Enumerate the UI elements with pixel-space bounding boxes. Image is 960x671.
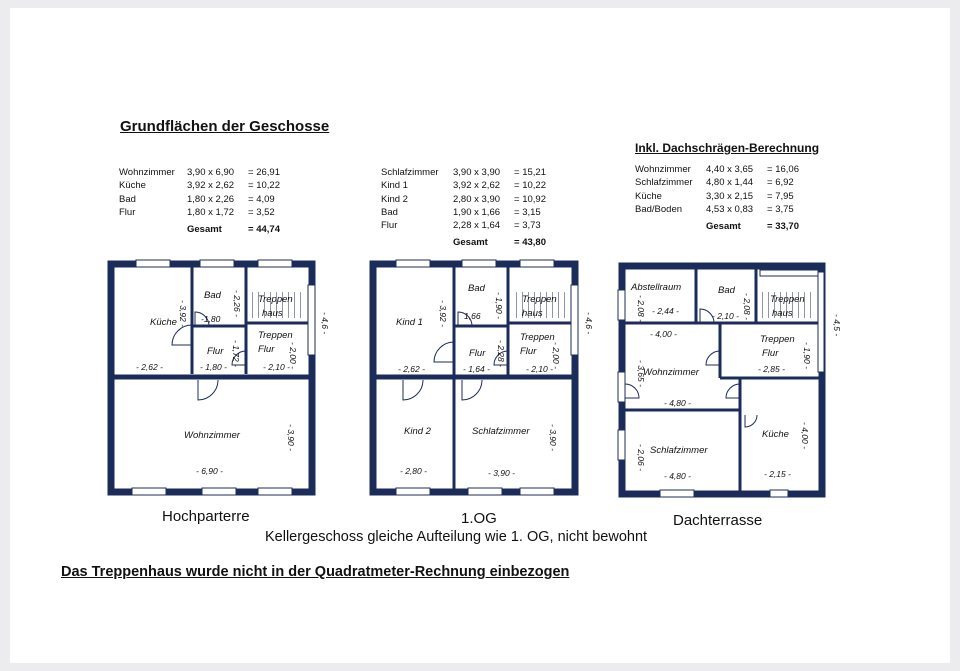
room-label: haus bbox=[262, 308, 283, 319]
dimension-label: - 2,00 - bbox=[288, 342, 298, 369]
dimension-label: - 4,80 - bbox=[664, 471, 691, 481]
table-row: Schlafzimmer 3,90 x 3,90 = 15,21 bbox=[381, 167, 546, 178]
room-label: Treppen bbox=[258, 294, 293, 305]
room-label: Bad bbox=[204, 290, 221, 301]
caption-dachterrasse: Dachterrasse bbox=[673, 512, 763, 529]
page-title: Grundflächen der Geschosse bbox=[120, 118, 330, 135]
dimension-label: - 2,08 - bbox=[636, 295, 646, 322]
room-label: Wohnzimmer bbox=[184, 430, 240, 441]
table-row: Schlafzimmer 4,80 x 1,44 = 6,92 bbox=[635, 177, 794, 189]
dimension-label: - 4,00 - bbox=[800, 422, 810, 449]
room-label: Treppen bbox=[770, 294, 805, 305]
room-label: Kind 1 bbox=[396, 317, 423, 328]
dimension-label: - 2,44 - bbox=[652, 306, 679, 316]
dimension-label: - 1,90 - bbox=[494, 292, 504, 319]
room-label: Treppen bbox=[522, 294, 557, 305]
caption-1og: 1.OG bbox=[461, 510, 497, 527]
dimension-label: - 3,90 - bbox=[548, 424, 558, 451]
room-label: Treppen bbox=[760, 334, 795, 345]
table-row: Kind 2 2,80 x 3,90 = 10,92 bbox=[381, 193, 546, 205]
table-row: Kind 1 3,92 x 2,62 = 10,22 bbox=[381, 180, 546, 192]
dimension-label: - 1,64 - bbox=[463, 364, 490, 374]
table-row: Bad/Boden 4,53 x 0,83 = 3,75 bbox=[635, 203, 794, 215]
dimension-label: 1,66 bbox=[464, 311, 481, 321]
room-label: Wohnzimmer bbox=[643, 367, 699, 378]
dimension-label: - 2,06 - bbox=[636, 444, 646, 471]
dimension-label: - 2,28 - bbox=[496, 340, 506, 367]
room-label: Flur bbox=[520, 346, 537, 357]
dimension-label: -1,80 bbox=[201, 314, 221, 324]
room-label: Kind 2 bbox=[404, 426, 431, 437]
room-label: Flur bbox=[762, 348, 779, 359]
room-label: Treppen bbox=[258, 330, 293, 341]
table-row: Wohnzimmer 3,90 x 6,90 = 26,91 bbox=[119, 167, 280, 178]
room-label: Schlafzimmer bbox=[472, 426, 530, 437]
dimension-label: - 2,85 - bbox=[758, 364, 785, 374]
staircase-note: Das Treppenhaus wurde nicht in der Quadratmeter-Rechnung einbezogen bbox=[61, 564, 570, 580]
floorplan-hochparterre bbox=[111, 260, 330, 495]
room-label: haus bbox=[772, 308, 793, 319]
table-row: Flur 1,80 x 1,72 = 3,52 bbox=[119, 206, 275, 218]
dimension-label: - 2,80 - bbox=[400, 466, 427, 476]
dimension-label: - 1,72 - bbox=[231, 340, 241, 367]
dimension-label: - 2,00 - bbox=[551, 342, 561, 369]
room-label: Flur bbox=[207, 346, 224, 357]
table-total-row: Gesamt = 44,74 bbox=[187, 224, 280, 236]
dimension-label: - 4,6 - bbox=[584, 312, 594, 335]
dimension-label: - 1,80 - bbox=[200, 362, 227, 372]
room-label: Treppen bbox=[520, 332, 555, 343]
floorplan-dachterrasse bbox=[618, 266, 842, 497]
room-label: Bad bbox=[468, 283, 485, 294]
table-row: Bad 1,90 x 1,66 = 3,15 bbox=[381, 206, 541, 218]
dimension-label: - 2,62 - bbox=[136, 362, 163, 372]
table-row: Küche 3,92 x 2,62 = 10,22 bbox=[119, 180, 280, 192]
dimension-label: - 3,90 - bbox=[286, 424, 296, 451]
room-label: Flur bbox=[258, 344, 275, 355]
dimension-label: - 1,90 - bbox=[802, 342, 812, 369]
dimension-label: - 6,90 - bbox=[196, 466, 223, 476]
dimension-label: - 3,92 - bbox=[178, 300, 188, 327]
room-label: Schlafzimmer bbox=[650, 445, 708, 456]
caption-hochparterre: Hochparterre bbox=[162, 508, 250, 525]
table-row: Flur 2,28 x 1,64 = 3,73 bbox=[381, 220, 541, 232]
dimension-label: - 2,10 - bbox=[526, 364, 553, 374]
dimension-label: - 3,65 - bbox=[636, 360, 646, 387]
dimension-label: - 3,92 - bbox=[438, 300, 448, 327]
table-row: Wohnzimmer 4,40 x 3,65 = 16,06 bbox=[635, 164, 799, 175]
dimension-label: - 2,08 - bbox=[742, 293, 752, 320]
table-row: Bad 1,80 x 2,26 = 4,09 bbox=[119, 193, 275, 205]
basement-note: Kellergeschoss gleiche Aufteilung wie 1. OG, nicht bewohnt bbox=[265, 529, 648, 545]
room-label: Küche bbox=[150, 317, 177, 328]
room-label: haus bbox=[522, 308, 543, 319]
dimension-label: - 2,15 - bbox=[764, 469, 791, 479]
dimension-label: - 3,90 - bbox=[488, 468, 515, 478]
table-row: Küche 3,30 x 2,15 = 7,95 bbox=[635, 190, 794, 202]
room-label: Küche bbox=[762, 429, 789, 440]
roof-calc-heading: Inkl. Dachschrägen-Berechnung bbox=[635, 141, 820, 155]
table-total-row: Gesamt = 33,70 bbox=[706, 221, 799, 233]
room-label: Flur bbox=[469, 348, 486, 359]
dimension-label: - 4,6 - bbox=[320, 312, 330, 335]
room-label: Abstellraum bbox=[631, 282, 682, 293]
room-label: Bad bbox=[718, 285, 735, 296]
dimension-label: - 4,80 - bbox=[664, 398, 691, 408]
dimension-label: - 2,10 - bbox=[712, 311, 739, 321]
dimension-label: - 2,62 - bbox=[398, 364, 425, 374]
floorplan-1og bbox=[373, 260, 594, 495]
dimension-label: - 4,5 - bbox=[832, 314, 842, 337]
dimension-label: - 4,00 - bbox=[650, 329, 677, 339]
dimension-label: - 2,26 - bbox=[232, 290, 242, 317]
table-total-row: Gesamt = 43,80 bbox=[453, 237, 546, 249]
dimension-label: - 2,10 - bbox=[263, 362, 290, 372]
